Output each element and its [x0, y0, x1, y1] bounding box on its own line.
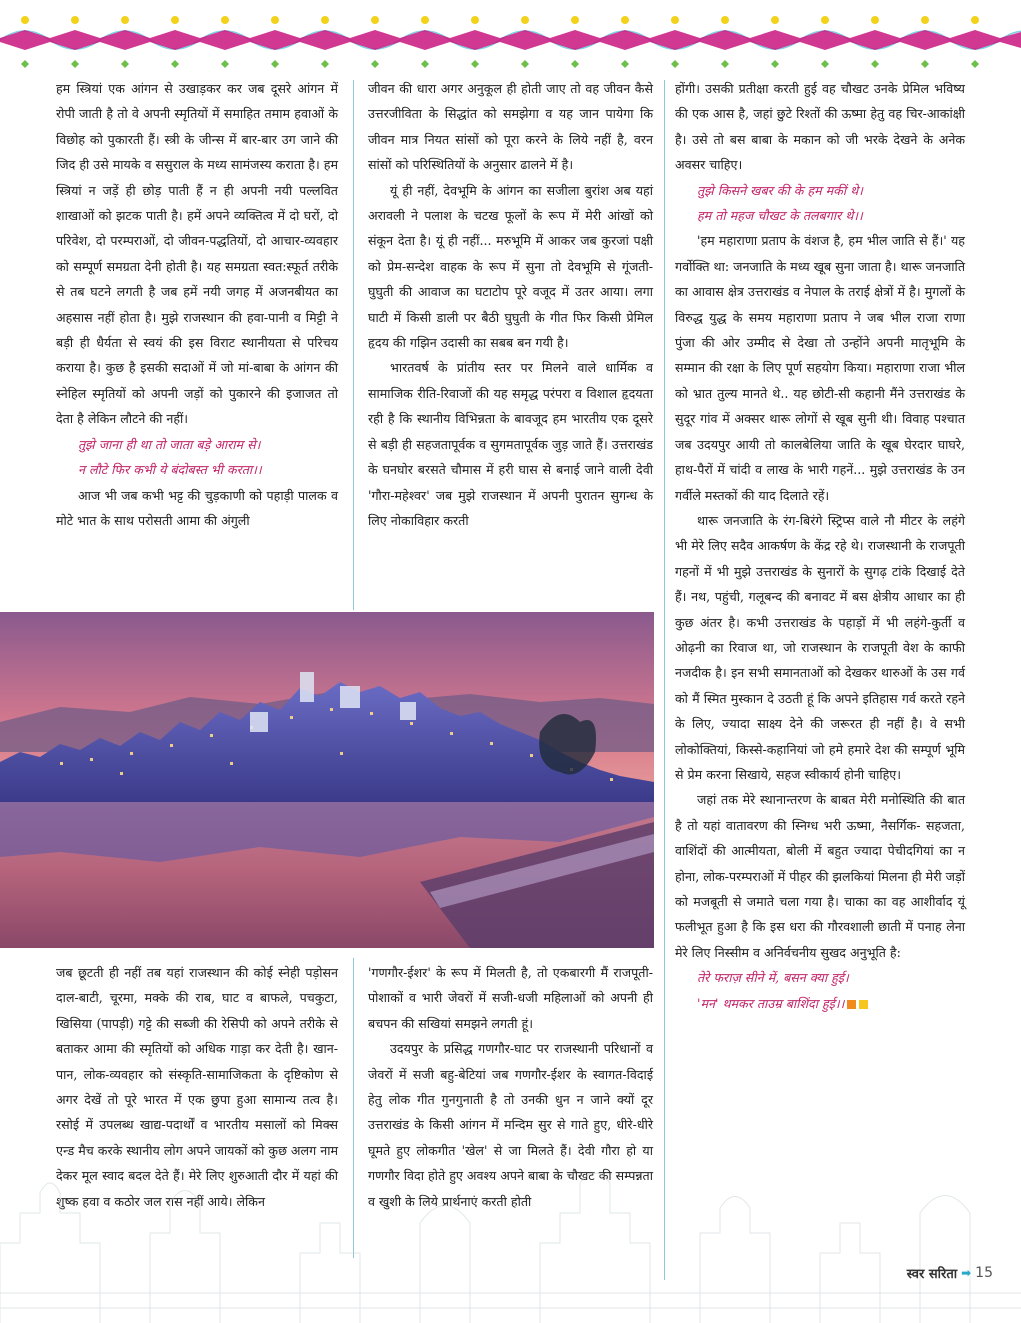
column-b-bottom [368, 960, 653, 1214]
paragraph: यूं ही नहीं, देवभूमि के आंगन का सजीला बुरांश अब यहां अरावली ने पलाश के चटख फूलों के रूप में मेरी आंखों को संकून देता है। यूं ही नहीं... मरुभूमि में आकर जब कुरजां पक्षी को प्रेम-सन्देश वाहक के रूप में सुना तो देवभूमि से गूंजती-घुघुती की आवाज का घटाटोप पूरे वजूद में उतर आया। लगा घाटी में किसी डाली पर बैठी घुघुती के गीत फिर किसी प्रेमिल हृदय की गझिन उदासी का सबब बन गयी है। [368, 182, 653, 351]
column-b [368, 76, 653, 533]
paragraph: 'गणगौर-ईशर' के रूप में मिलती है, तो एकबारगी मैं राजपूती-पोशाकों व भारी जेवरों में सजी-धजी महिलाओं को अपनी ही बचपन की सखियां समझने लगती हूं। [368, 965, 653, 1031]
column-c [675, 76, 965, 1016]
column-rule-left [353, 80, 354, 610]
verse-line: तुझे किसने खबर की के हम मकीं थे। [697, 182, 863, 198]
paragraph: हम स्त्रियां एक आंगन से उखाड़कर कर जब दूसरे आंगन में रोपी जाती है तो वे अपनी स्मृतियों में समाहित तमाम हवाओं के विछोह को पुकारती हैं। स्त्री के जीन्स में बार-बार उग जाने की जिद ही उसे मायके व ससुराल के मध्य सामंजस्य कराता है। हम स्त्रियां न जड़ें ही छोड़ पाती हैं न ही अपनी नयी पल्लवित शाखाओं को झटक पाती है। हमें अपने व्यक्तित्व में दो घरों, दो परिवेश, दो परम्पराओं, दो जीवन-पद्धतियों, दो आचार-व्यवहार को सम्पूर्ण समग्रता देनी होती है। यह समग्रता स्वत:स्फूर्त तरीके से तब घटने लगती है जब हमें नयी जगह में अजनबीयत का अहसास नहीं होता है। मुझे राजस्थान की हवा-पानी व मिट्टी ने बड़ी ही धैर्यता से स्वयं की इस विराट स्थानीयता से परिचय कराया है। कुछ है इसकी सदाओं में जो मां-बाबा के आंगन की स्नेहिल स्मृतियों को अपनी जड़ों को पुकारने की इजाजत तो देता है लेकिन लौटने की नहीं। [56, 81, 338, 427]
column-a-bottom [56, 960, 338, 1214]
end-mark-yellow [859, 1000, 868, 1009]
page-footer [907, 1264, 993, 1282]
magazine-name: स्वर सरिता [906, 1267, 958, 1282]
top-border-decoration [0, 0, 1021, 80]
paragraph: जहां तक मेरे स्थानान्तरण के बाबत मेरी मनोस्थिति की बात है तो यहां वातावरण की स्निग्ध भरी ऊष्मा, नैसर्गिक- सहजता, वाशिंदों की आत्मीयता, बोली में बहुत ज्यादा पेचीदगियां का न होना, लोक-परम्पराओं में पीहर की झलकियां मिलना ही मेरी जड़ों को मजबूती से जमाते चला गया है। चाका का वह आशीर्वाद यूं फलीभूत हुआ है कि इस धरा की गौरवशाली छाती में पनाह लेना मेरे लिए निस्सीम व अनिर्वचनीय सुखद अनुभूति है: [675, 792, 965, 960]
paragraph: थारू जनजाति के रंग-बिरंगे स्ट्रिप्स वाले नौ मीटर के लहंगे भी मेरे लिए सदैव आकर्षण के केंद्र रहे थे। राजस्थानी के राजपूती गहनों में भी मुझे उत्तराखंड के सुनारों के सुगढ़ टांके दिखाई देते हैं। नथ, पहुंची, गलूबन्द की बनावट में बस क्षेत्रीय आधार का ही कुछ अंतर है। कभी उत्तराखंड के पहाड़ों में भी लहंगे-कुर्ती व ओढ़नी का रिवाज था, जो राजस्थान के राजपूती वेश के काफी नजदीक है। इन सभी समानताओं को देखकर थारुओं के उस गर्व को मैं स्मित मुस्कान दे उठती हूं कि अपने इतिहास गर्व करते रहने के लिए, ज्यादा साक्ष्य देने की जरूरत ही नहीं है। वे सभी लोकोक्तियां, किस्से-कहानियां जो हमे हमारे देश की सम्पूर्ण भूमि से प्रेम करना सिखाये, सहज स्वीकार्य होनी चाहिए। [675, 512, 965, 782]
paragraph: भारतवर्ष के प्रांतीय स्तर पर मिलने वाले धार्मिक व सामाजिक रीति-रिवाजों की यह समृद्ध परंपरा व विशाल हृदयता रही है कि स्थानीय विभिन्नता के बावजूद हम भारतीय एक दूसरे से बड़ी ही सहजतापूर्वक व सुगमतापूर्वक जुड़ जाते हैं। उत्तराखंड के घनघोर बरसते चौमास में हरी घास से बनाई जाने वाली देवी 'गौरा-महेश्वर' जब मुझे राजस्थान में अपनी पुरातन सुगन्ध के लिए नोकाविहार करती [368, 360, 653, 528]
lake-town-photo [0, 612, 654, 948]
verse-line: तेरे फराज़ सीने में, बसन क्या हुई। [697, 970, 849, 986]
verse-line: न लौटे फिर कभी ये बंदोबस्त भी करता।। [78, 462, 262, 478]
verse-line: हम तो महज चौखट के तलबगार थे।। [697, 208, 863, 224]
verse-text: 'मन' थमकर ताउम्र बाशिंदा हुई।। [697, 995, 845, 1011]
page-number: 15 [975, 1265, 993, 1281]
column-rule-left-bottom [353, 958, 354, 1258]
paragraph: आज भी जब कभी भट्ट की चुड़काणी को पहाड़ी पालक व मोटे भात के साथ परोसती आमा की अंगुली [56, 487, 338, 528]
verse-line [675, 991, 965, 1016]
paragraph: 'हम महाराणा प्रताप के वंशज है, हम भील जाति से हैं।' यह गर्वोक्ति था: जनजाति के मध्य खूब सुना जाता है। थारू जनजाति का आवास क्षेत्र उत्तराखंड व नेपाल के तराई क्षेत्रों में है। मुगलों के विरुद्ध युद्ध के समय महाराणा प्रताप ने जब भील राजा राणा पुंजा की ओर उम्मीद से देखा तो उन्होंने अपनी मातृभूमि के सम्मान की रक्षा के लिए पूर्ण सहयोग किया। महाराणा राजा भील को भ्रात तुल्य मानते थे.. यह छोटी-सी कहानी मैंने उत्तराखंड के सुदूर गांव में अक्सर थारू लोगों से खूब सुनी थी। विवाह पश्चात जब उदयपुर आयी तो कालबेलिया जाति के खूब घेरदार घाघरे, हाथ-पैरों में चांदी व लाख के भारी गहनें... मुझे उत्तराखंड के उन गर्वीले मस्तकों की याद दिलाते रहें। [675, 233, 965, 503]
paragraph: जीवन की धारा अगर अनुकूल ही होती जाए तो वह जीवन कैसे उत्तरजीविता के सिद्धांत को समझेगा व यह जान पायेगा कि जीवन मात्र नियत सांसों को पूरा करने के लिये नहीं है, वरन सांसों को परिस्थितियों के अनुसार ढालने में है। [368, 81, 653, 173]
arrow-icon: ➡ [961, 1266, 972, 1280]
paragraph: होंगी। उसकी प्रतीक्षा करती हुई वह चौखट उनके प्रेमिल भविष्य की एक आस है, जहां छुटे रिश्तों की ऊष्मा हेतु वह चिर-आकांक्षी है। उसे तो बस बाबा के मकान को जी भरके देखने के अनेक अवसर चाहिए। [675, 81, 965, 173]
column-a [56, 76, 338, 533]
verse-line: तुझे जाना ही था तो जाता बड़े आराम से। [78, 436, 261, 452]
paragraph: उदयपुर के प्रसिद्ध गणगौर-घाट पर राजस्थानी परिधानों व जेवरों में सजी बहु-बेटियां जब गणगौर-ईशर के स्वागत-विदाई हेतु लोक गीत गुनगुनाती है तो उनकी धुन न जाने क्यों दूर उत्तराखंड के किसी आंगन में मन्दिम सुर से गाते हुए, धीरे-धीरे घूमते हुए लोकगीत 'खेल' से जा मिलते हैं। देवी गौरा हो या गणगौर विदा होते हुए अवश्य अपने बाबा के चौखट की सम्पन्नता व खुशी के लिये प्रार्थनाएं करती होती [368, 1041, 653, 1209]
column-rule-right [664, 80, 665, 1280]
end-mark-orange [847, 1000, 856, 1009]
paragraph: जब छूटती ही नहीं तब यहां राजस्थान की कोई स्नेही पड़ोसन दाल-बाटी, चूरमा, मक्के की राब, घाट व बाफले, पचकुटा, खिसिया (पापड़ी) गट्टे की सब्जी की रेसिपी को अपने तरीके से बताकर आमा की स्मृतियों को अधिक गाड़ा कर देती है। खान-पान, लोक-व्यवहार को संस्कृति-सामाजिकता के दृष्टिकोण से अगर देखें तो पूरे भारत में एक छुपा हुआ सामान्य तत्व है। रसोई में उपलब्ध खाद्य-पदार्थों व भारतीय मसालों को मिक्स एन्ड मैच करके स्थानीय लोग अपने जायकों को कुछ अलग नाम देकर मूल स्वाद बदल देते हैं। मेरे लिए शुरुआती दौर में यहां की शुष्क हवा व कठोर जल रास नहीं आये। लेकिन [56, 965, 338, 1209]
